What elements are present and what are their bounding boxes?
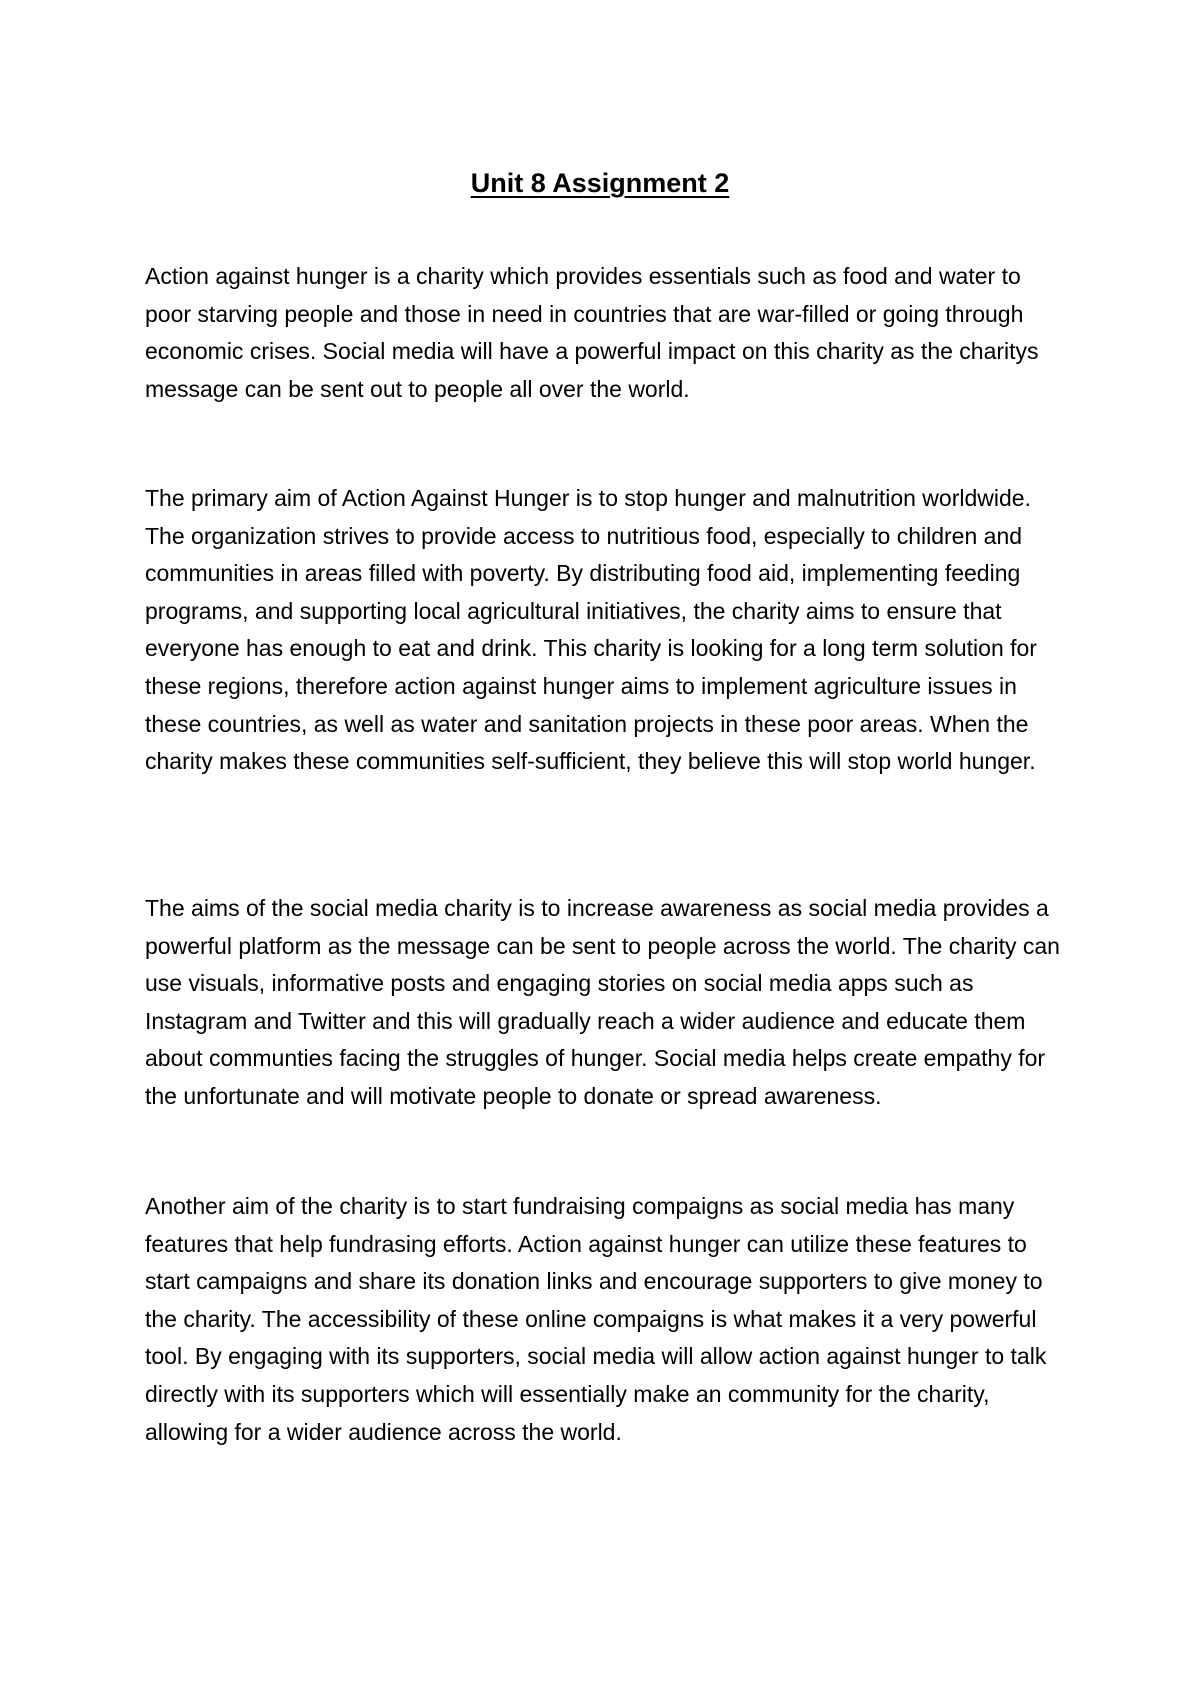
document-title: Unit 8 Assignment 2: [470, 168, 730, 199]
paragraph-primary-aim: The primary aim of Action Against Hunger is to stop hunger and malnutrition worldwide. The organization strives to provide access to nutritious food, especially to children and communities in areas filled with poverty. By distributing food aid, implementing feeding programs, and supporting local agricultural initiatives, the charity aims to ensure that everyone has enough to eat and drink. This charity is looking for a long term solution for these regions, therefore action against hunger aims to implement agriculture issues in these countries, as well as water and sanitation projects in these poor areas. When the charity makes these communities self-sufficient, they believe this will stop world hunger.: [145, 485, 1037, 775]
paragraph-fundraising-aim: Another aim of the charity is to start fundraising compaigns as social media has many features that help fundrasing efforts. Action against hunger can utilize these features to start campaigns and share its donation links and encourage supporters to give money to the charity. The accessibility of these online compaigns is what makes it a very powerful tool. By engaging with its supporters, social media will allow action against hunger to talk directly with its supporters which will essentially make an community for the charity, allowing for a wider audience across the world.: [145, 1193, 1047, 1445]
paragraph-awareness-aim: The aims of the social media charity is to increase awareness as social media provides a powerful platform as the message can be sent to people across the world. The charity can use visuals, informative posts and engaging stories on social media apps such as Instagram and Twitter and this will gradually reach a wider audience and educate them about communties facing the struggles of hunger. Social media helps create empathy for the unfortunate and will motivate people to donate or spread awareness.: [145, 895, 1060, 1109]
paragraph-intro: Action against hunger is a charity which provides essentials such as food and water to poor starving people and those in need in countries that are war-filled or going through economic crises. Social media will have a powerful impact on this charity as the charitys message can be sent out to people all over the world.: [145, 263, 1039, 402]
